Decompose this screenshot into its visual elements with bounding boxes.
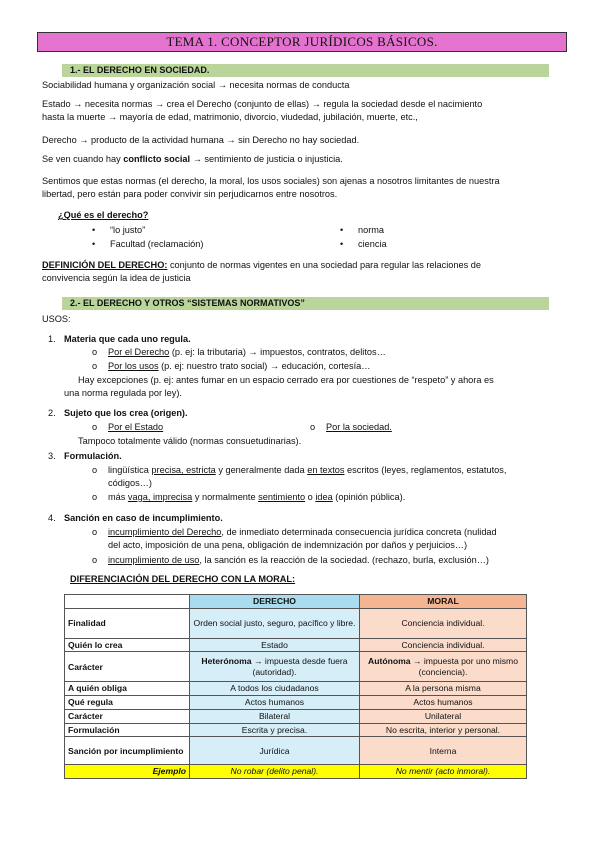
section-1-heading: 1.- EL DERECHO EN SOCIEDAD. [62,64,549,77]
item-4-title: Sanción en caso de incumplimiento. [64,513,223,523]
s1-line-5: Sentimos que estas normas (el derecho, la moral, los usos sociales) son ajenas a nosotros limitantes de nuestra [42,176,500,186]
item-number: 2. [48,408,56,418]
table-row: Sanción por incumplimiento Jurídica Interna [65,737,527,765]
item-2-title: Sujeto que los crea (origen). [64,408,188,418]
bullet-dot: • [92,239,96,249]
item-1a: Por el Derecho (p. ej: la tributaria) → impuestos, contratos, delitos… [108,347,386,357]
bullet-facultad: Facultad (reclamación) [110,239,204,249]
sub-bullet: o [92,492,98,502]
s1-line-5b: libertad, pero están para poder convivir sin perjudicarnos entre nosotros. [42,189,338,199]
item-4a: incumplimiento del Derecho, de inmediato determinada consecuencia jurídica concreta (nulidad [108,527,497,537]
sub-bullet: o [310,422,316,432]
item-3-title: Formulación. [64,451,122,461]
sub-bullet: o [92,555,98,565]
header-moral: MORAL [360,595,527,609]
sub-bullet: o [92,361,98,371]
usos-label: USOS: [42,314,71,324]
comparison-table [64,594,527,779]
item-1c: Hay excepciones (p. ej: antes fumar en un espacio cerrado era por cuestiones de “respeto” y ahora es [78,375,494,385]
definition-cont: convivencia según la idea de justicia [42,273,191,283]
question-heading: ¿Qué es el derecho? [58,210,149,220]
table-row: Quién lo crea Estado Conciencia individual. [65,638,527,652]
table-title: DIFERENCIACIÓN DEL DERECHO CON LA MORAL: [70,574,296,584]
header-derecho: DERECHO [190,595,360,609]
page-title: TEMA 1. CONCEPTOR JURÍDICOS BÁSICOS. [37,32,567,52]
table-row: Qué regula Actos humanos Actos humanos [65,696,527,710]
caracter-derecho-cell: Heterónoma → impuesta desde fuera (autoridad). [190,652,360,682]
bullet-lo-justo: “lo justo” [110,225,146,235]
item-3a: lingüística precisa, estricta y generalmente dada en textos escritos (leyes, reglamentos, estatutos, [108,465,507,475]
item-2a: Por el Estado [108,422,164,432]
bullet-dot: • [92,225,96,235]
definition: DEFINICIÓN DEL DERECHO: conjunto de normas vigentes en una sociedad para regular las relaciones de [42,260,482,270]
sub-bullet: o [92,527,98,537]
table-row: Finalidad Orden social justo, seguro, pacífico y libre. Conciencia individual. [65,608,527,638]
item-3a-cont: códigos…) [108,478,152,488]
table-row: A quién obliga A todos los ciudadanos A la persona misma [65,682,527,696]
item-number: 3. [48,451,56,461]
s1-line-4: Se ven cuando hay conflicto social → sentimiento de justicia o injusticia. [42,154,343,164]
item-2b: Por la sociedad. [326,422,392,432]
table-row: Carácter Heterónoma → impuesta desde fuera (autoridad). Autónoma → impuesta por uno mismo (conciencia). [65,652,527,682]
caracter-moral-cell: Autónoma → impuesta por uno mismo (conciencia). [360,652,527,682]
item-1-title: Materia que cada uno regula. [64,334,191,344]
item-number: 4. [48,513,56,523]
bullet-dot: • [340,225,344,235]
item-4a-cont: del acto, imposición de una pena, obligación de indemnización por daños y perjuicios…) [108,540,468,550]
bullet-ciencia: ciencia [358,239,387,249]
sub-bullet: o [92,347,98,357]
item-4b: incumplimiento de uso, la sanción es la reacción de la sociedad. (rechazo, burla, exclusión…) [108,555,489,565]
item-number: 1. [48,334,56,344]
bullet-norma: norma [358,225,385,235]
item-3b: más vaga, imprecisa y normalmente sentimiento o idea (opinión pública). [108,492,406,502]
bullet-dot: • [340,239,344,249]
example-row: Ejemplo No robar (delito penal). No mentir (acto inmoral). [65,765,527,779]
item-1d: una norma regulada por ley). [64,388,182,398]
s1-line-2: Estado → necesita normas → crea el Derecho (conjunto de ellas) → regula la sociedad desde el nacimiento [42,99,483,109]
item-2c: Tampoco totalmente válido (normas consuetudinarias). [78,436,302,446]
s1-line-3: Derecho → producto de la actividad humana → sin Derecho no hay sociedad. [42,135,360,145]
section-2-heading: 2.- EL DERECHO Y OTROS “SISTEMAS NORMATIVOS” [62,297,549,310]
item-1b: Por los usos (p. ej: nuestro trato social) → educación, cortesía… [108,361,371,371]
sub-bullet: o [92,422,98,432]
s1-line-1: Sociabilidad humana y organización social → necesita normas de conducta [42,80,350,90]
header-empty-cell [65,595,190,609]
sub-bullet: o [92,465,98,475]
table-row: Formulación Escrita y precisa. No escrita, interior y personal. [65,723,527,737]
table-row: Carácter Bilateral Unilateral [65,709,527,723]
s1-line-2b: hasta la muerte → mayoría de edad, matrimonio, divorcio, viudedad, jubilación, muerte, etc., [42,112,418,122]
table-header-row [65,595,527,609]
